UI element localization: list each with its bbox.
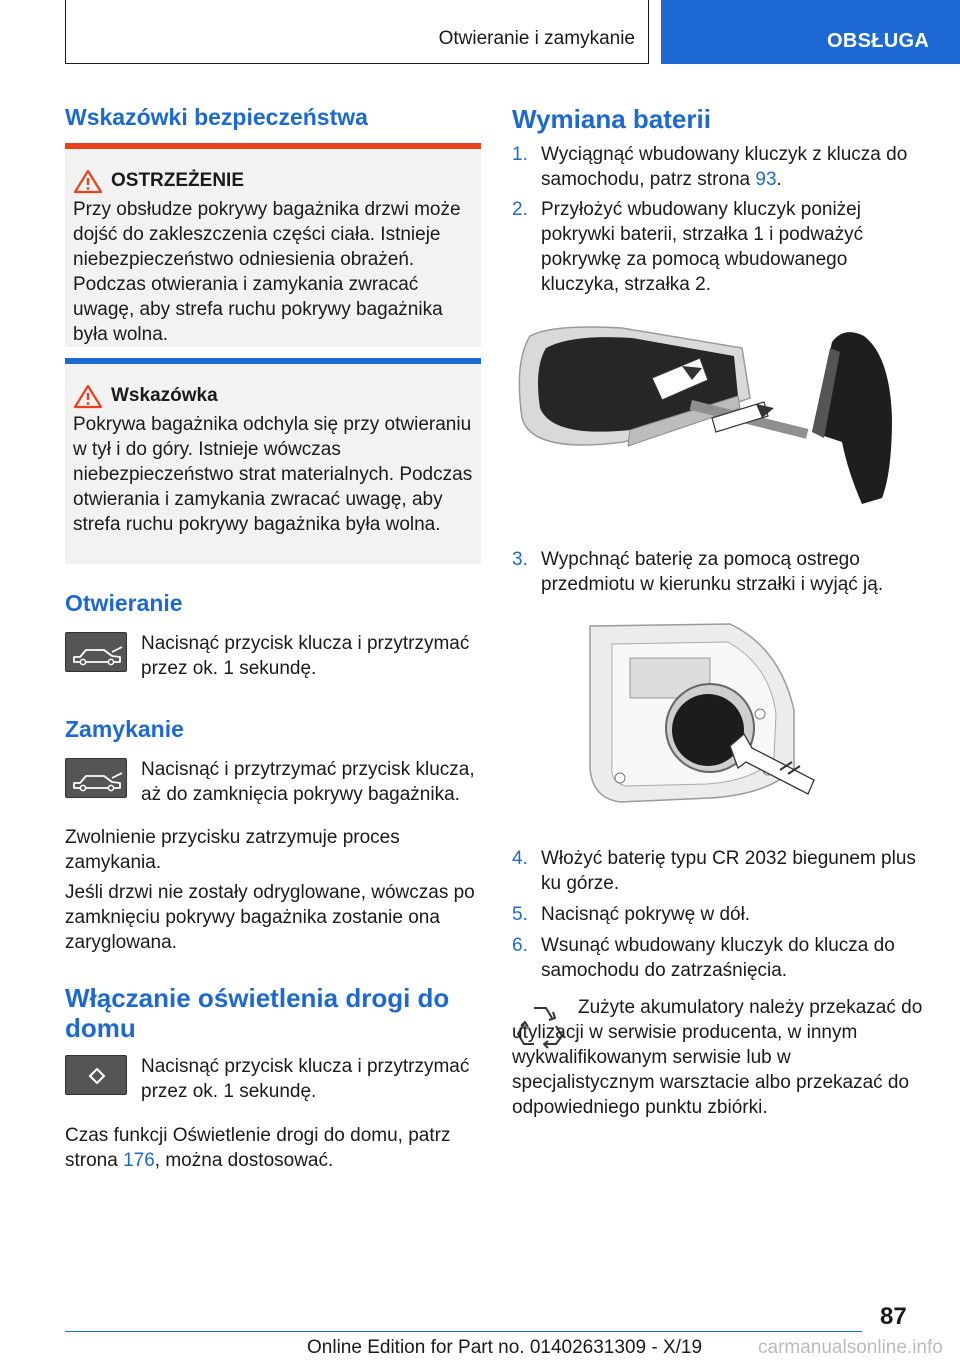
steps-list-c — [512, 846, 927, 983]
footer-watermark: carmanualsonline.info — [758, 1337, 943, 1358]
step-text: Wyciągnąć wbudowany kluczyk z klucza do samochodu, patrz strona — [541, 144, 908, 190]
trunk-button-icon-2 — [65, 758, 127, 798]
header-title: Otwieranie i zamykanie — [438, 28, 635, 49]
section-tab[interactable]: OBSŁUGA — [661, 0, 960, 64]
footer-edition: Online Edition for Part no. 01402631309 - X/19 — [307, 1337, 703, 1358]
step-number: 5. — [512, 904, 528, 925]
light-para-after: , można dostosować. — [154, 1150, 334, 1171]
steps-list-a — [512, 142, 927, 297]
page-number: 87 — [880, 1303, 907, 1330]
light-heading — [65, 983, 485, 1043]
page-link-93[interactable]: 93 — [755, 169, 777, 190]
closing-text: Nacisnąć i przytrzymać przycisk klucza, aż do zamknięcia pokrywy bagażnika. — [141, 759, 475, 805]
closing-heading: Zamykanie — [65, 716, 184, 742]
step-2 — [512, 197, 927, 297]
warning-bar — [65, 143, 481, 149]
step-number: 6. — [512, 935, 528, 956]
light-heading-line1: Włączanie oświetlenia drogi do — [65, 983, 450, 1013]
step-text: Włożyć baterię typu CR 2032 biegunem plus ku górze. — [541, 848, 916, 894]
steps-list-b — [512, 547, 927, 597]
opening-text: Nacisnąć przycisk klucza i przytrzymać przez ok. 1 sekundę. — [141, 633, 470, 679]
step-text: Nacisnąć pokrywę w dół. — [541, 904, 751, 925]
key-cover-removal-figure — [512, 322, 922, 517]
step-text: Wsunąć wbudowany kluczyk do klucza do samochodu do zatrzaśnięcia. — [541, 935, 895, 981]
battery-removal-figure — [580, 618, 840, 808]
step-6 — [512, 933, 927, 983]
hint-triangle-icon — [73, 383, 103, 409]
light-para-text: Czas funkcji Oświetlenie drogi do domu, patrz strona — [65, 1125, 451, 1171]
warning-triangle-icon — [73, 168, 103, 194]
step-text-after: . — [776, 169, 782, 190]
warning-title: OSTRZEŻENIE — [111, 170, 245, 191]
recycle-text: Zużyte akumulatory należy przekazać do utylizacji w serwisie producenta, w innym wykwalifikowanym serwisie lub w specjalistycznym warsztacie albo przekazać do odpowiedniego punktu zbiórki. — [512, 997, 923, 1118]
footer-rule — [65, 1331, 862, 1332]
hint-text: Pokrywa bagażnika odchyla się przy otwieraniu w tył i do góry. Istnieje wówczas niebezpieczeństwo strat materialnych. Podczas otwierania i zamykania zwracać uwagę, aby strefa ruchu pokrywy bagażnika była wolna. — [73, 414, 473, 535]
safety-heading: Wskazówki bezpieczeństwa — [65, 104, 368, 130]
step-number: 4. — [512, 848, 528, 869]
warning-box — [65, 143, 481, 347]
light-para — [65, 1123, 479, 1173]
warning-text: Przy obsłudze pokrywy bagażnika drzwi może dojść do zakleszczenia części ciała. Istnieje niebezpieczeństwo odniesienia obrażeń. Podczas otwierania i zamykania zwracać uwagę, aby strefa ruchu pokrywy bagażnika była wolna. — [73, 199, 461, 345]
step-3 — [512, 547, 927, 597]
hint-bar — [65, 358, 481, 364]
step-text: Przyłożyć wbudowany kluczyk poniżej pokrywki baterii, strzałka 1 i podważyć pokrywkę za pomocą wbudowanego kluczyka, strzałka 2. — [541, 199, 864, 295]
closing-para-1: Zwolnienie przycisku zatrzymuje proces zamykania. — [65, 827, 400, 873]
step-number: 3. — [512, 549, 528, 570]
hint-box — [65, 358, 481, 564]
step-1 — [512, 142, 927, 192]
step-text: Wypchnąć baterię za pomocą ostrego przedmiotu w kierunku strzałki i wyjąć ją. — [541, 549, 884, 595]
battery-heading: Wymiana baterii — [512, 104, 711, 134]
step-number: 1. — [512, 144, 528, 165]
step-number: 2. — [512, 199, 528, 220]
step-5 — [512, 902, 927, 927]
trunk-button-icon — [65, 632, 127, 672]
light-text: Nacisnąć przycisk klucza i przytrzymać przez ok. 1 sekundę. — [141, 1056, 470, 1102]
opening-heading: Otwieranie — [65, 590, 183, 616]
closing-para-2: Jeśli drzwi nie zostały odryglowane, wówczas po zamknięciu pokrywy bagażnika zostanie ona zaryglowana. — [65, 882, 475, 953]
light-heading-line2: domu — [65, 1013, 136, 1043]
step-4 — [512, 846, 927, 896]
page-link-176[interactable]: 176 — [123, 1150, 155, 1171]
hint-title: Wskazówka — [111, 385, 218, 406]
light-button-icon — [65, 1055, 127, 1095]
